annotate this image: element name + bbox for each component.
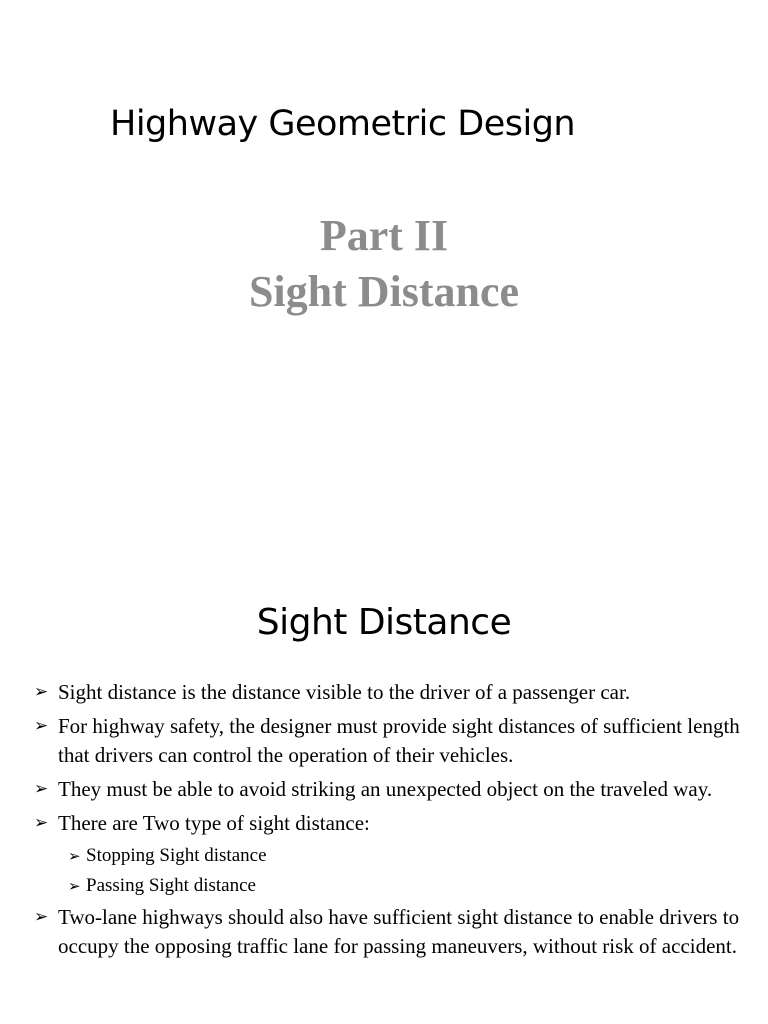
- arrow-bullet-icon: ➢: [34, 716, 49, 736]
- bullet-list: [34, 678, 754, 966]
- list-item-text: They must be able to avoid striking an unexpected object on the traveled way.: [58, 777, 713, 801]
- list-item: [34, 775, 754, 804]
- list-item: [34, 712, 754, 770]
- slide-title: Highway Geometric Design: [110, 104, 576, 144]
- arrow-bullet-icon: ➢: [68, 877, 81, 895]
- list-item: [34, 809, 754, 838]
- list-item-text: Sight distance is the distance visible to the driver of a passenger car.: [58, 680, 631, 704]
- arrow-bullet-icon: ➢: [68, 847, 81, 865]
- subtitle-topic-label: Sight Distance: [248, 267, 520, 316]
- list-item-text: Two-lane highways should also have sufficient sight distance to enable drivers to occupy the opposing traffic lane for passing maneuvers, without risk of accident.: [58, 905, 740, 958]
- list-item-text: For highway safety, the designer must provide sight distances of sufficient length that drivers can control the operation of their vehicles.: [58, 714, 740, 767]
- sub-list-item: [34, 873, 754, 899]
- list-item-text: Stopping Sight distance: [86, 845, 267, 866]
- arrow-bullet-icon: ➢: [34, 813, 49, 833]
- list-item-text: Passing Sight distance: [86, 875, 256, 896]
- list-item: [34, 903, 754, 961]
- list-item-text: There are Two type of sight distance:: [58, 811, 370, 835]
- list-item: [34, 678, 754, 707]
- subtitle-part-label: Part II: [319, 211, 449, 260]
- sub-list-item: [34, 843, 754, 869]
- arrow-bullet-icon: ➢: [34, 779, 49, 799]
- arrow-bullet-icon: ➢: [34, 682, 49, 702]
- content-slide: [0, 560, 768, 1024]
- slide-subtitle: [0, 208, 768, 320]
- slide-heading: Sight Distance: [256, 602, 512, 643]
- arrow-bullet-icon: ➢: [34, 907, 49, 927]
